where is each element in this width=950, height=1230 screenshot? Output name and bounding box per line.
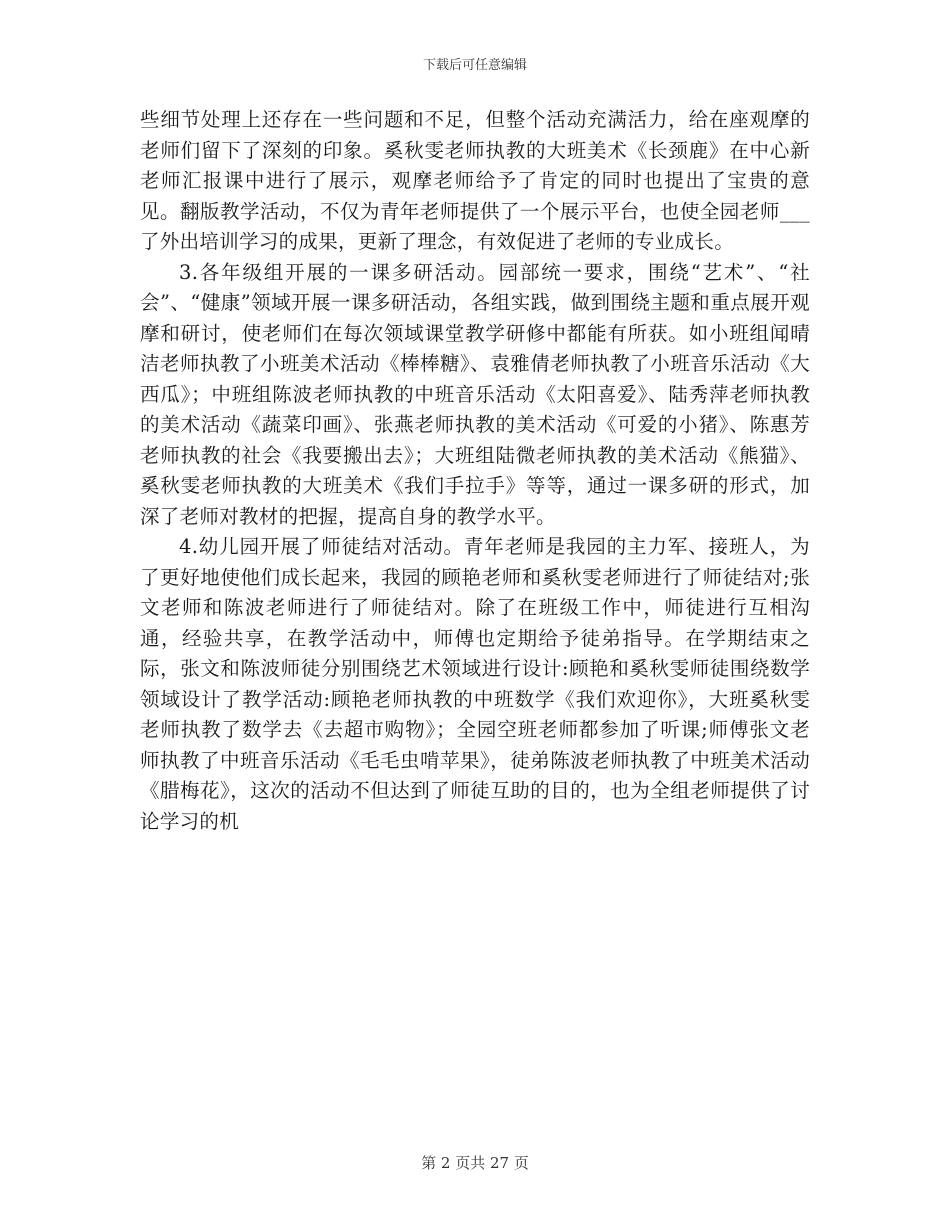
paragraph-item-4: 4.幼儿园开展了师徒结对活动。青年老师是我园的主力军、接班人，为了更好地使他们成长起来，我园的顾艳老师和奚秋雯老师进行了师徒结对;张文老师和陈波老师进行了师徒结对。除了在班级工作中，师徒进行互相沟通，经验共享，在教学活动中，师傅也定期给予徒弟指导。在学期结束之际，张文和陈波师徒分别围绕艺术领域进行设计:顾艳和奚秋雯师徒围绕数学领域设计了教学活动:顾艳老师执教的中班数学《我们欢迎你》，大班奚秋雯老师执教了数学去《去超市购物》；全园空班老师都参加了听课;师傅张文老师执教了中班音乐活动《毛毛虫啃苹果》，徒弟陈波老师执教了中班美术活动《腊梅花》，这次的活动不但达到了师徒互助的目的，也为全组老师提供了讨论学习的机: [140, 535, 810, 833]
paragraph-item-3: 3.各年级组开展的一课多研活动。园部统一要求，围绕“艺术”、“社会”、“健康”领域开展一课多研活动，各组实践，做到围绕主题和重点展开观摩和研讨，使老师们在每次领域课堂教学研修中都能有所获。如小班组闻晴洁老师执教了小班美术活动《棒棒糖》、袁雅倩老师执教了小班音乐活动《大西瓜》；中班组陈波老师执教的中班音乐活动《太阳喜爱》、陆秀萍老师执教的美术活动《蔬菜印画》、张燕老师执教的美术活动《可爱的小猪》、陈惠芳老师执教的社会《我要搬出去》；大班组陆微老师执教的美术活动《熊猫》、奚秋雯老师执教的大班美术《我们手拉手》等等，通过一课多研的形式，加深了老师对教材的把握，提高自身的教学水平。: [140, 260, 810, 528]
page-header: 下载后可任意编辑: [422, 58, 527, 73]
paragraph-continuation: 些细节处理上还存在一些问题和不足，但整个活动充满活力，给在座观摩的老师们留下了深刻的印象。奚秋雯老师执教的大班美术《长颈鹿》在中心新老师汇报课中进行了展示，观摩老师给予了肯定的同时也提出了宝贵的意见。翻版教学活动，不仅为青年老师提供了一个展示平台，也使全园老师___了外出培训学习的成果，更新了理念，有效促进了老师的专业成长。: [140, 108, 810, 253]
document-body: [140, 105, 810, 837]
page-footer: 第 2 页共 27 页: [421, 1154, 529, 1172]
